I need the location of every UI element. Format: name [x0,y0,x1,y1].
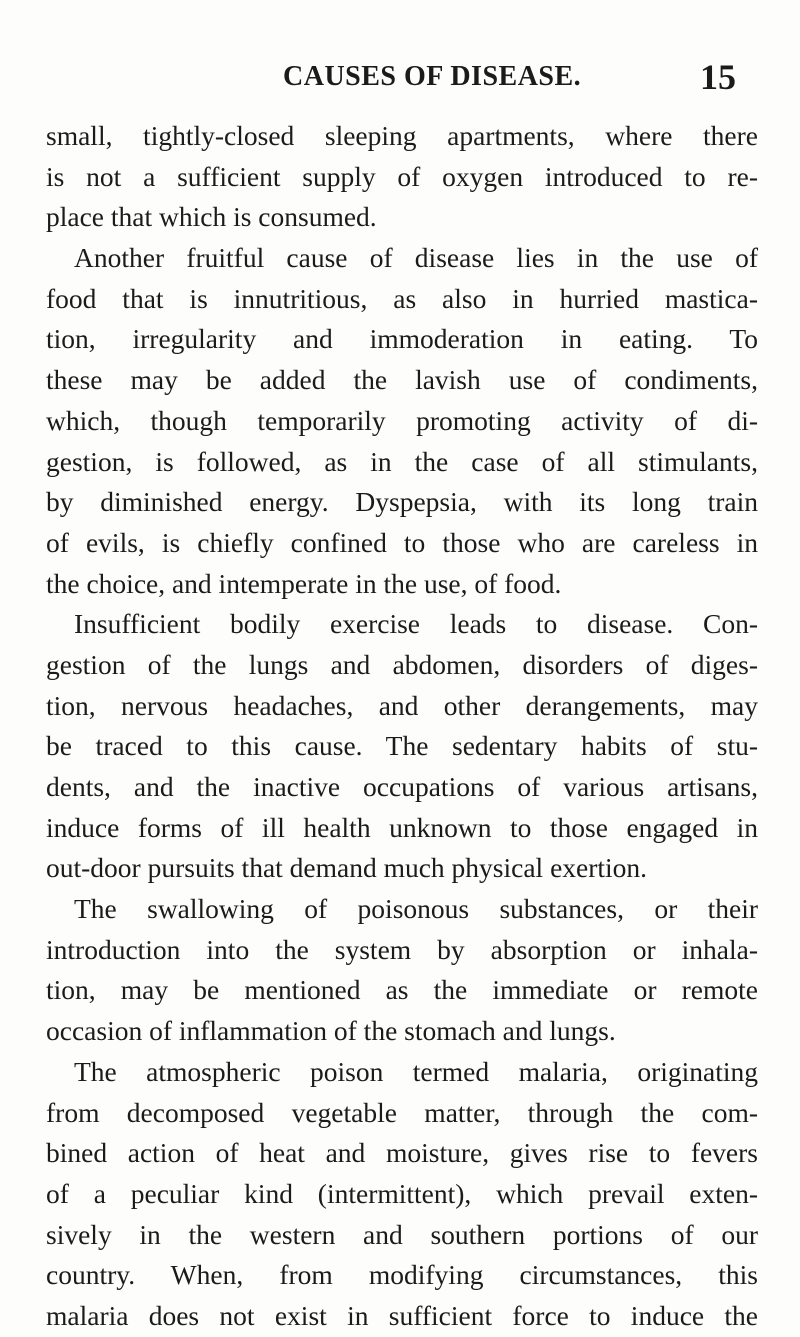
text-line: tion, irregularity and immoderation in eating. To [46,323,758,355]
text-line: Insufficient bodily exercise leads to disease. Con- [74,608,758,640]
text-line: from decomposed vegetable matter, through the com- [46,1096,758,1128]
text-line: malaria does not exist in sufficient force to induce the [46,1299,758,1331]
running-head [0,58,800,104]
text-line: The atmospheric poison termed malaria, originating [74,1055,758,1087]
text-line: bined action of heat and moisture, gives rise to fevers [46,1137,758,1169]
page-number: 15 [700,57,736,97]
text-line: these may be added the lavish use of condiments, [46,364,758,396]
text-line: country. When, from modifying circumstances, this [46,1259,758,1291]
text-line: The swallowing of poisonous substances, or their [74,893,758,925]
running-title: CAUSES OF DISEASE. [283,61,582,92]
text-line: introduction into the system by absorption or inhala- [46,933,758,965]
text-line: of a peculiar kind (intermittent), which prevail exten- [46,1177,758,1209]
text-line: is not a sufficient supply of oxygen introduced to re- [46,160,758,192]
text-line: tion, nervous headaches, and other derangements, may [46,689,758,721]
text-line: gestion, is followed, as in the case of all stimulants, [46,445,758,477]
text-line: occasion of inflammation of the stomach and lungs. [46,1015,616,1047]
text-line: Another fruitful cause of disease lies in the use of [74,242,758,274]
text-line: induce forms of ill health unknown to those engaged in [46,811,758,843]
text-line: tion, may be mentioned as the immediate or remote [46,974,758,1006]
text-line: dents, and the inactive occupations of various artisans, [46,771,758,802]
text-line: out-door pursuits that demand much physical exertion. [46,852,648,884]
text-line: sively in the western and southern portions of our [46,1218,758,1250]
text-line: place that which is consumed. [46,201,377,233]
text-line: food that is innutritious, as also in hurried mastica- [46,282,758,314]
text-line: the choice, and intemperate in the use, of food. [46,567,562,599]
text-line: of evils, is chiefly confined to those who are careless in [46,526,758,558]
text-line: be traced to this cause. The sedentary habits of stu- [46,730,758,762]
text-line: by diminished energy. Dyspepsia, with its long train [46,486,758,518]
body-text [46,116,758,1337]
text-line: which, though temporarily promoting activity of di- [46,404,758,436]
text-line: small, tightly-closed sleeping apartments, where there [46,120,758,151]
text-line: gestion of the lungs and abdomen, disorders of diges- [46,648,758,680]
